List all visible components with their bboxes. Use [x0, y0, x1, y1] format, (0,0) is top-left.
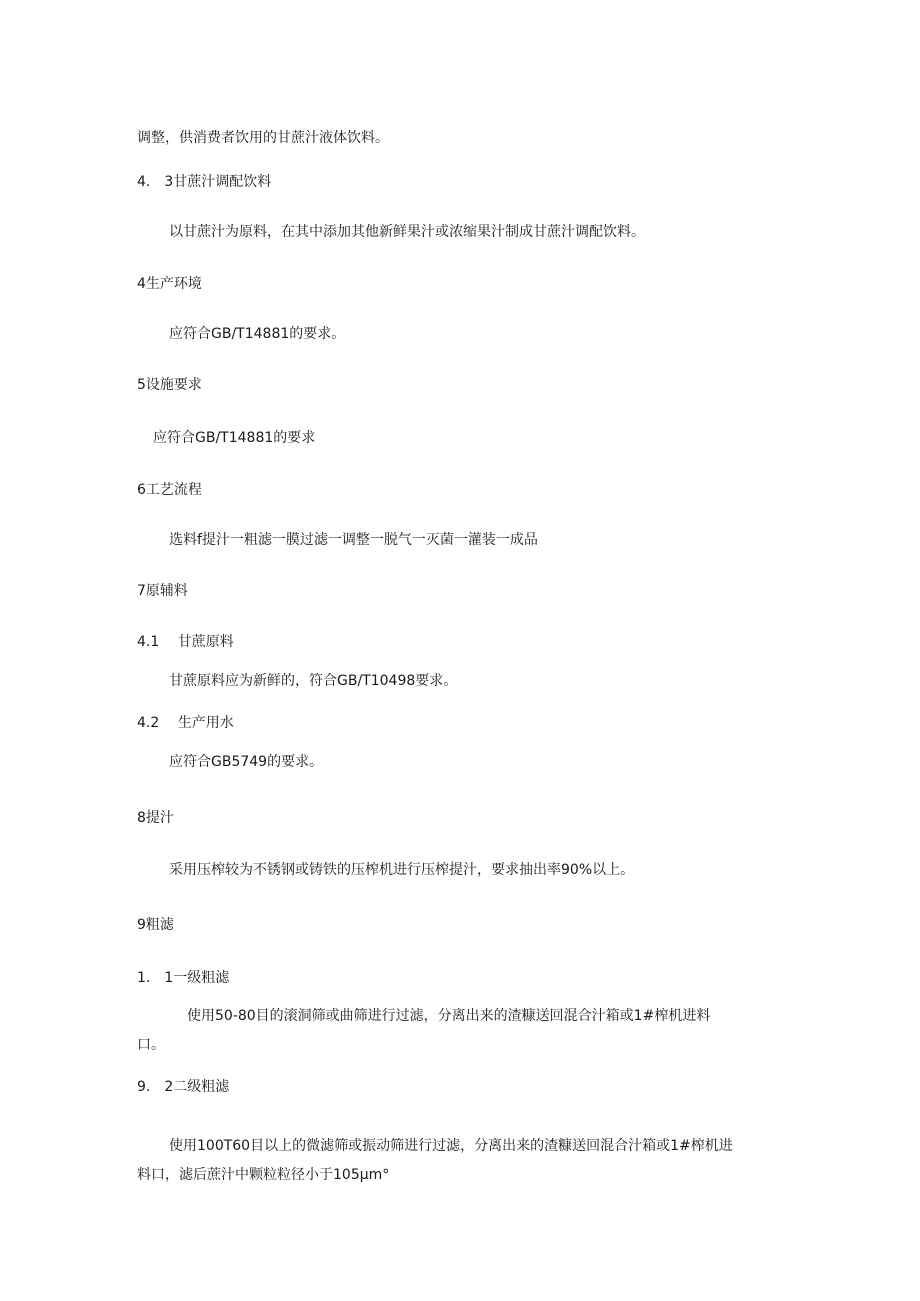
paragraph-continuation: 调整，供消费者饮用的甘蔗汁液体饮料。: [137, 130, 389, 146]
paragraph-5: 应符合GB/T14881的要求: [153, 430, 316, 446]
paragraph-9-2-line-2: 料口，滤后蔗汁中颗粒粒径小于105μm°: [137, 1167, 390, 1183]
subsection-heading-4-2: 4.2 生产用水: [137, 715, 234, 731]
section-heading-7: 7原辅料: [137, 583, 188, 599]
paragraph-9-2-line-1: 使用100T60目以上的微滤筛或振动筛进行过滤，分离出来的渣糠送回混合汁箱或1#榨机进: [169, 1138, 733, 1154]
paragraph-4-3: 以甘蔗汁为原料，在其中添加其他新鲜果汁或浓缩果汁制成甘蔗汁调配饮料。: [169, 224, 645, 240]
subsection-heading-9-1: 1. 1一级粗滤: [137, 970, 230, 986]
section-heading-4: 4生产环境: [137, 276, 202, 292]
paragraph-4-2: 应符合GB5749的要求。: [169, 754, 324, 770]
paragraph-9-1-line-1: 使用50-80目的滚洞筛或曲筛进行过滤，分离出来的渣糠送回混合汁箱或1#榨机进料: [187, 1008, 711, 1024]
section-heading-4-3: 4. 3甘蔗汁调配饮料: [137, 174, 272, 190]
subsection-heading-4-1: 4.1 甘蔗原料: [137, 634, 234, 650]
section-heading-9: 9粗滤: [137, 917, 174, 933]
paragraph-6: 选料f提汁一粗滤一膜过滤一调整一脱气一灭菌一灌装一成品: [169, 532, 538, 548]
paragraph-4-1: 甘蔗原料应为新鲜的，符合GB/T10498要求。: [169, 673, 458, 689]
subsection-heading-9-2: 9. 2二级粗滤: [137, 1079, 230, 1095]
paragraph-9-1-line-2: 口。: [137, 1037, 165, 1053]
section-heading-8: 8提汁: [137, 810, 174, 826]
paragraph-4: 应符合GB/T14881的要求。: [169, 326, 346, 342]
section-heading-5: 5设施要求: [137, 377, 202, 393]
section-heading-6: 6工艺流程: [137, 482, 202, 498]
paragraph-8: 采用压榨较为不锈钢或铸铁的压榨机进行压榨提汁，要求抽出率90%以上。: [169, 862, 635, 878]
